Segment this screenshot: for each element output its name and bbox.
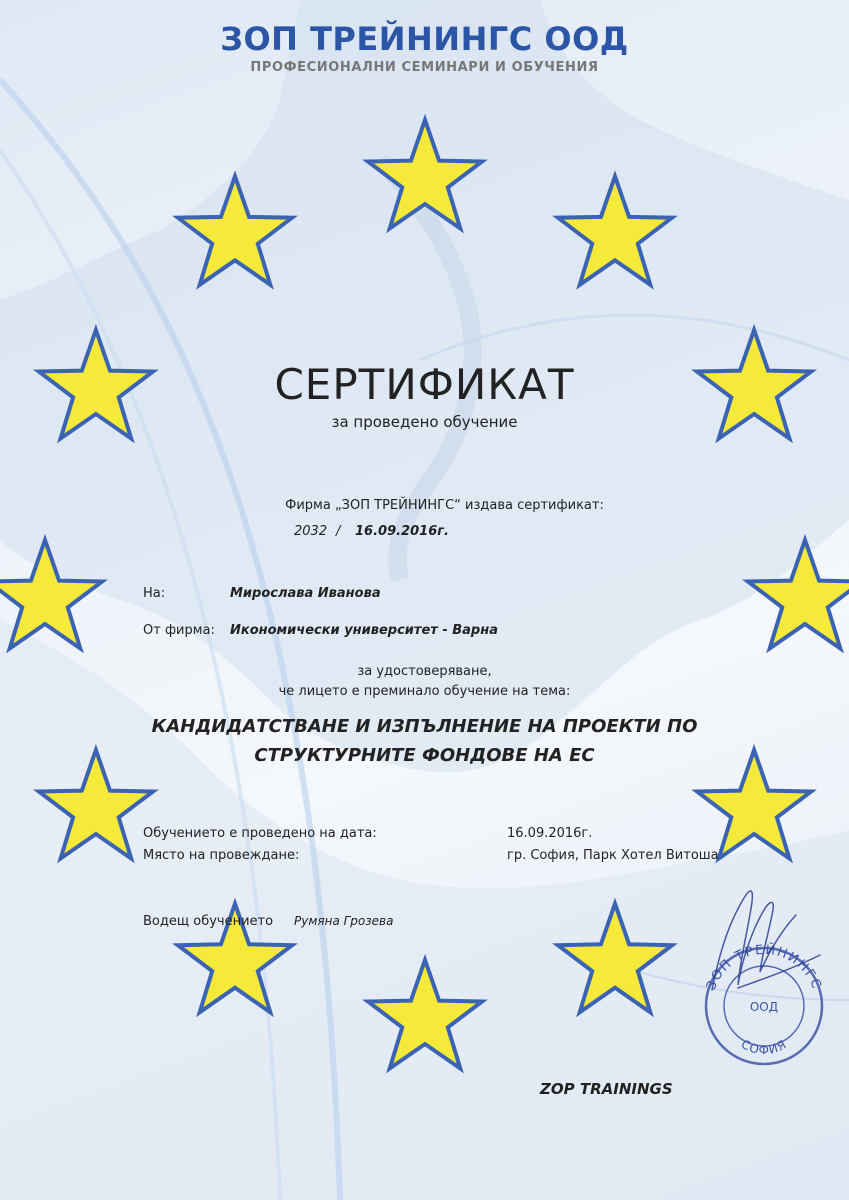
certificate-subtitle: за проведено обучение	[331, 413, 518, 431]
recipient-company: Икономически университет - Варна	[230, 623, 498, 638]
stamp-center-text: ООД	[749, 1000, 779, 1014]
statement-line-1: за удостоверяване,	[357, 664, 492, 679]
stamp-outer-text: ЗОП ТРЕЙНИНГС	[703, 942, 825, 993]
recipient-name-label: На:	[143, 586, 166, 601]
footer-brand: ZOP TRAININGS	[540, 1080, 673, 1098]
certificate-title: СЕРТИФИКАТ	[274, 360, 575, 409]
training-date: 16.09.2016г.	[507, 826, 593, 841]
company-tagline: ПРОФЕСИОНАЛНИ СЕМИНАРИ И ОБУЧЕНИЯ	[250, 60, 599, 75]
statement-line-2: че лицето е преминало обучение на тема:	[278, 684, 571, 699]
issuer-line: Фирма „ЗОП ТРЕЙНИНГС“ издава сертификат:	[285, 498, 604, 513]
training-place-label: Място на провеждане:	[143, 848, 300, 863]
trainer-label: Водещ обучението	[143, 914, 274, 929]
certificate-number: 2032	[294, 524, 328, 539]
certificate-separator: /	[336, 524, 341, 539]
training-date-label: Обучението е проведено на дата:	[143, 826, 377, 841]
training-topic-line-2: СТРУКТУРНИТЕ ФОНДОВЕ НА ЕС	[254, 745, 595, 766]
training-topic-line-1: КАНДИДАТСТВАНЕ И ИЗПЪЛНЕНИЕ НА ПРОЕКТИ ПО	[151, 716, 698, 737]
recipient-company-label: От фирма:	[143, 623, 215, 638]
certificate-issue-date: 16.09.2016г.	[355, 524, 449, 539]
stamp-bottom-text: СОФИЯ	[738, 1036, 790, 1058]
company-name: ЗОП ТРЕЙНИНГС ООД	[220, 20, 629, 58]
recipient-name: Мирослава Иванова	[230, 586, 381, 601]
training-place: гр. София, Парк Хотел Витоша	[507, 848, 719, 863]
trainer-name: Румяна Грозева	[294, 914, 394, 928]
